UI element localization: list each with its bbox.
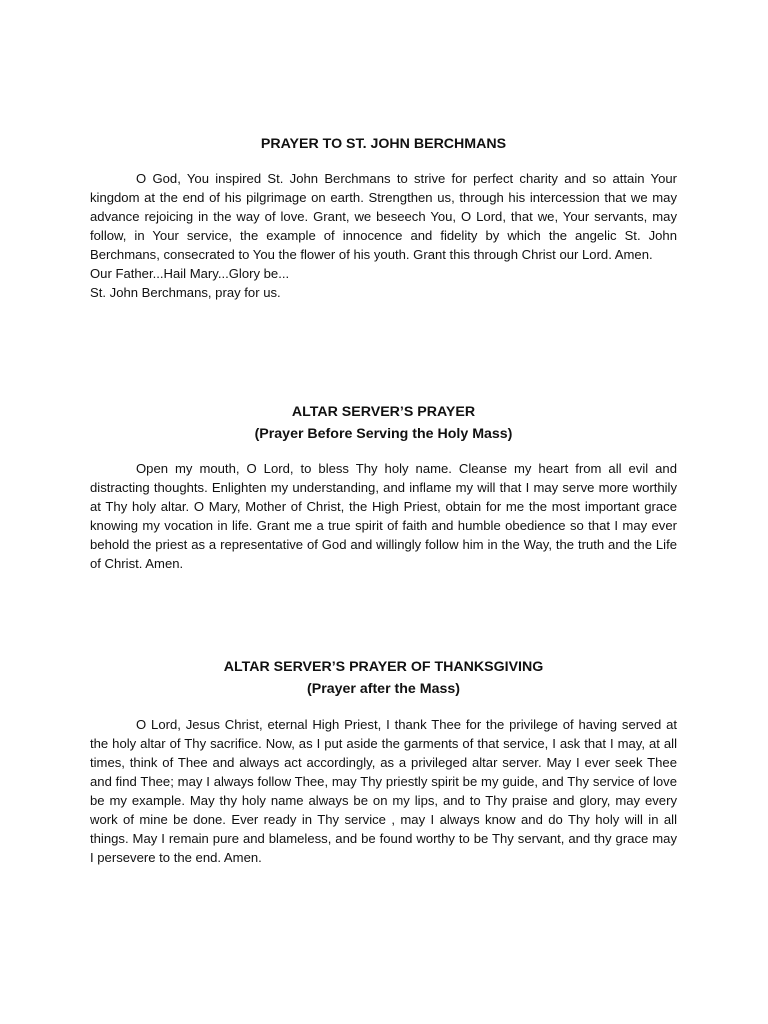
section-subtitle: (Prayer Before Serving the Holy Mass) [254, 426, 513, 442]
prayer-paragraph: O Lord, Jesus Christ, eternal High Priest, I thank Thee for the privilege of having served at the holy altar of Thy sacrifice. Now, as I put aside the garments of that service, I ask that I may, at all times, think of Thee and always act accordingly, as a privileged altar server. May I ever seek Thee and find Thee; may I always follow Thee, may Thy priestly spirit be my guide, and Thy service of love be my example. May thy holy name always be on my lips, and to Thy praise and glory, may every work of mine be done. Ever ready in Thy service , may I always know and do Thy holy will in all things. May I remain pure and blameless, and be found worthy to be Thy servant, and thy grace may I persevere to the end. Amen. [90, 717, 677, 865]
section-subtitle: (Prayer after the Mass) [307, 681, 460, 697]
prayer-line: Our Father...Hail Mary...Glory be... [90, 266, 290, 281]
section-altar-servers-prayer [90, 401, 677, 573]
section-st-john-berchmans [90, 133, 677, 302]
prayer-paragraph: Open my mouth, O Lord, to bless Thy holy name. Cleanse my heart from all evil and distracting thoughts. Enlighten my understanding, and inflame my will that I may serve more worthily at Thy holy altar. O Mary, Mother of Christ, the High Priest, obtain for me the most important grace knowing my vocation in life. Grant me a true spirit of faith and humble obedience so that I may ever behold the priest as a representative of God and willingly follow him in the Way, the truth and the Life of Christ. Amen. [90, 461, 677, 571]
section-prayer-of-thanksgiving [90, 656, 677, 867]
section-title: ALTAR SERVER’S PRAYER [291, 404, 476, 420]
section-title: PRAYER TO ST. JOHN BERCHMANS [260, 136, 507, 152]
document-page [90, 0, 677, 1024]
section-title: ALTAR SERVER’S PRAYER OF THANKSGIVING [223, 659, 544, 675]
prayer-line: St. John Berchmans, pray for us. [90, 285, 281, 300]
prayer-paragraph: O God, You inspired St. John Berchmans to strive for perfect charity and so attain Your kingdom at the end of his pilgrimage on earth. Strengthen us, through his intercession that we may advance rejoicing in the way of love. Grant, we beseech You, O Lord, that we, Your servants, may follow, in Your service, the example of innocence and fidelity by which the angelic St. John Berchmans, consecrated to You the flower of his youth. Grant this through Christ our Lord. Amen. [90, 171, 677, 262]
